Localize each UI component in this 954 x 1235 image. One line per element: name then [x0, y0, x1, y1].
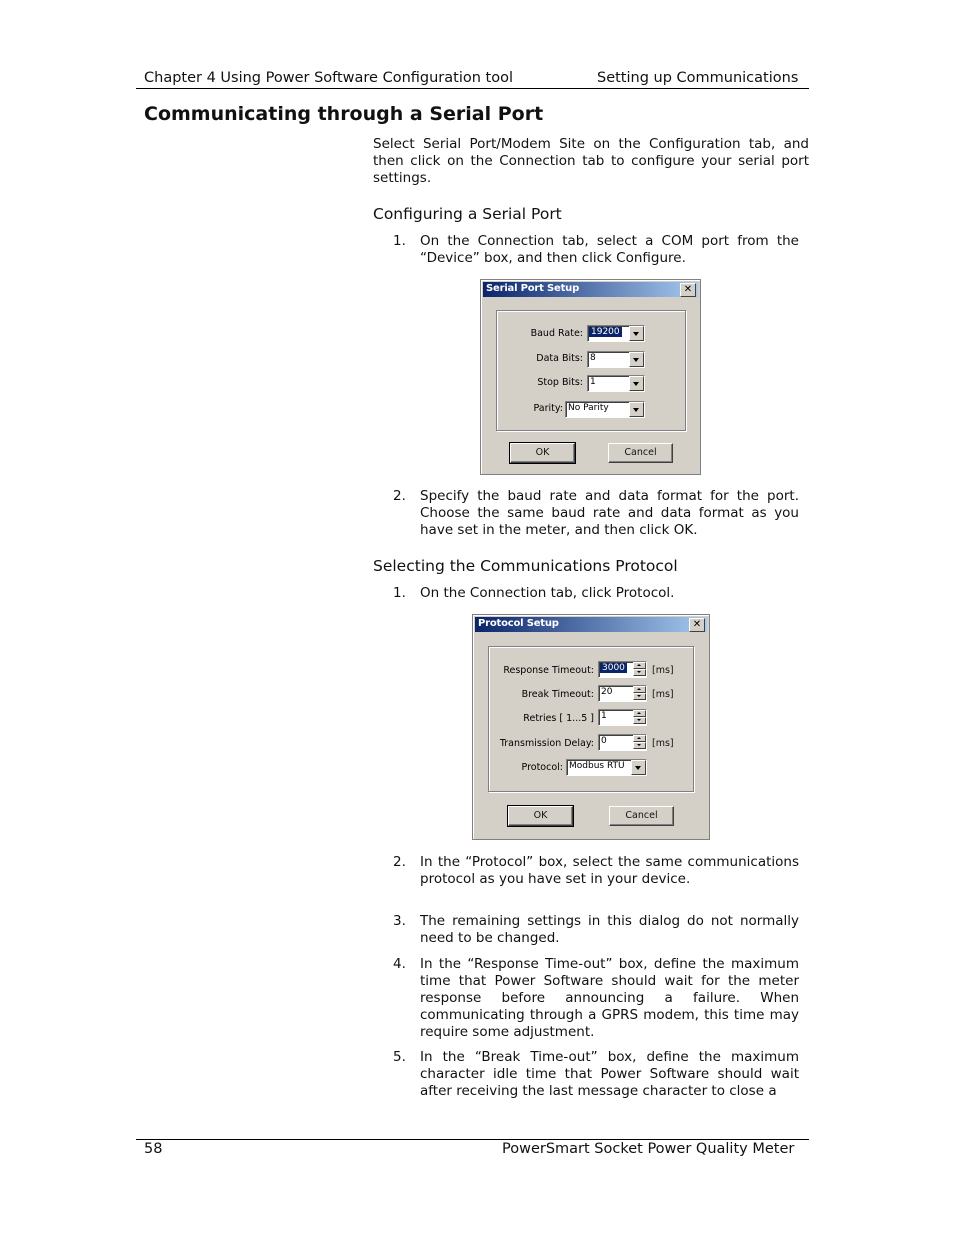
break-timeout-label: Break Timeout: [521, 689, 594, 700]
protocol-setup-dialog [472, 614, 710, 840]
data-bits-select[interactable] [587, 351, 645, 368]
response-timeout-label: Response Timeout: [503, 665, 594, 676]
spin-down-icon[interactable] [633, 669, 646, 676]
baud-rate-label: Baud Rate: [530, 328, 583, 339]
intro-paragraph: Select Serial Port/Modem Site on the Configuration tab, and then click on the Connection tab to configure your serial port settings. [373, 136, 809, 186]
protocol-label: Protocol: [521, 762, 563, 773]
transmission-delay-value: 0 [601, 736, 607, 746]
data-bits-value: 8 [590, 353, 596, 363]
parity-label: Parity: [533, 403, 563, 414]
spin-up-icon[interactable] [633, 686, 646, 693]
cancel-button[interactable]: Cancel [609, 806, 674, 826]
chevron-down-icon[interactable] [629, 352, 644, 367]
spin-down-icon[interactable] [633, 742, 646, 749]
list-text: The remaining settings in this dialog do not normally need to be changed. [420, 913, 799, 946]
chevron-down-icon[interactable] [629, 376, 644, 391]
protocol-value: Modbus RTU [569, 761, 625, 771]
dialog-title-bar [483, 282, 698, 297]
retries-spinner[interactable] [598, 709, 647, 726]
stop-bits-label: Stop Bits: [537, 377, 583, 388]
running-header-chapter: Chapter 4 Using Power Software Configuration tool [144, 70, 513, 86]
serial-port-setup-dialog [480, 279, 701, 475]
list-item [393, 956, 799, 1041]
list-number: 4. [393, 956, 406, 972]
list-item [393, 1049, 799, 1100]
list-item [393, 488, 799, 539]
subheading-serial-port: Configuring a Serial Port [373, 205, 562, 223]
retries-value: 1 [601, 711, 607, 721]
section-title: Communicating through a Serial Port [144, 103, 544, 125]
page-number: 58 [144, 1141, 163, 1157]
parity-value: No Parity [568, 403, 609, 413]
stop-bits-select[interactable] [587, 375, 645, 392]
transmission-delay-label: Transmission Delay: [499, 738, 594, 749]
list-number: 2. [393, 488, 406, 504]
baud-rate-value: 19200 [591, 327, 620, 337]
list-text: On the Connection tab, select a COM port from the “Device” box, and then click Configure. [420, 233, 799, 266]
list-text: On the Connection tab, click Protocol. [420, 585, 675, 601]
chevron-down-icon[interactable] [629, 326, 644, 341]
spin-up-icon[interactable] [633, 710, 646, 717]
baud-rate-select[interactable] [587, 325, 645, 342]
chevron-down-icon[interactable] [631, 760, 646, 775]
footer-rule [136, 1139, 809, 1140]
dialog-title: Protocol Setup [478, 618, 559, 629]
response-timeout-spinner[interactable] [598, 661, 647, 678]
stop-bits-value: 1 [590, 377, 596, 387]
ok-button[interactable]: OK [508, 806, 573, 826]
running-header-section: Setting up Communications [597, 70, 799, 86]
list-number: 1. [393, 233, 406, 249]
transmission-delay-spinner[interactable] [598, 734, 647, 751]
spin-up-icon[interactable] [633, 662, 646, 669]
dialog-title-bar [475, 617, 707, 632]
retries-label: Retries [ 1...5 ] [523, 713, 594, 724]
cancel-button[interactable]: Cancel [608, 443, 673, 463]
parity-select[interactable] [565, 401, 645, 418]
close-icon[interactable]: ✕ [680, 283, 696, 297]
protocol-select[interactable] [566, 759, 647, 776]
list-item [393, 585, 799, 602]
list-text: Specify the baud rate and data format for the port. Choose the same baud rate and data format as you have set in the meter, and then click OK. [420, 488, 799, 538]
unit-label: [ms] [652, 738, 674, 749]
list-number: 5. [393, 1049, 406, 1065]
list-number: 2. [393, 854, 406, 870]
list-text: In the “Protocol” box, select the same communications protocol as you have set in your device. [420, 854, 799, 887]
close-icon[interactable]: ✕ [689, 618, 705, 632]
break-timeout-value: 20 [601, 687, 613, 697]
subheading-protocol: Selecting the Communications Protocol [373, 557, 678, 575]
list-number: 3. [393, 913, 406, 929]
list-number: 1. [393, 585, 406, 601]
spin-down-icon[interactable] [633, 717, 646, 724]
response-timeout-value: 3000 [602, 663, 625, 673]
chevron-down-icon[interactable] [629, 402, 644, 417]
data-bits-label: Data Bits: [536, 353, 583, 364]
list-text: In the “Response Time-out” box, define the maximum time that Power Software should wait for the meter response before announcing a failure. When communicating through a GPRS modem, this time may require some adjustment. [420, 956, 799, 1040]
break-timeout-spinner[interactable] [598, 685, 647, 702]
list-item [393, 854, 799, 905]
list-item [393, 913, 799, 947]
dialog-title: Serial Port Setup [486, 283, 580, 294]
spin-up-icon[interactable] [633, 735, 646, 742]
footer-title: PowerSmart Socket Power Quality Meter [502, 1141, 795, 1157]
unit-label: [ms] [652, 665, 674, 676]
list-item [393, 233, 799, 267]
header-rule [136, 88, 809, 89]
spin-down-icon[interactable] [633, 693, 646, 700]
list-text: In the “Break Time-out” box, define the maximum character idle time that Power Software should wait after receiving the last message character to close a [420, 1049, 799, 1099]
unit-label: [ms] [652, 689, 674, 700]
ok-button[interactable]: OK [510, 443, 575, 463]
